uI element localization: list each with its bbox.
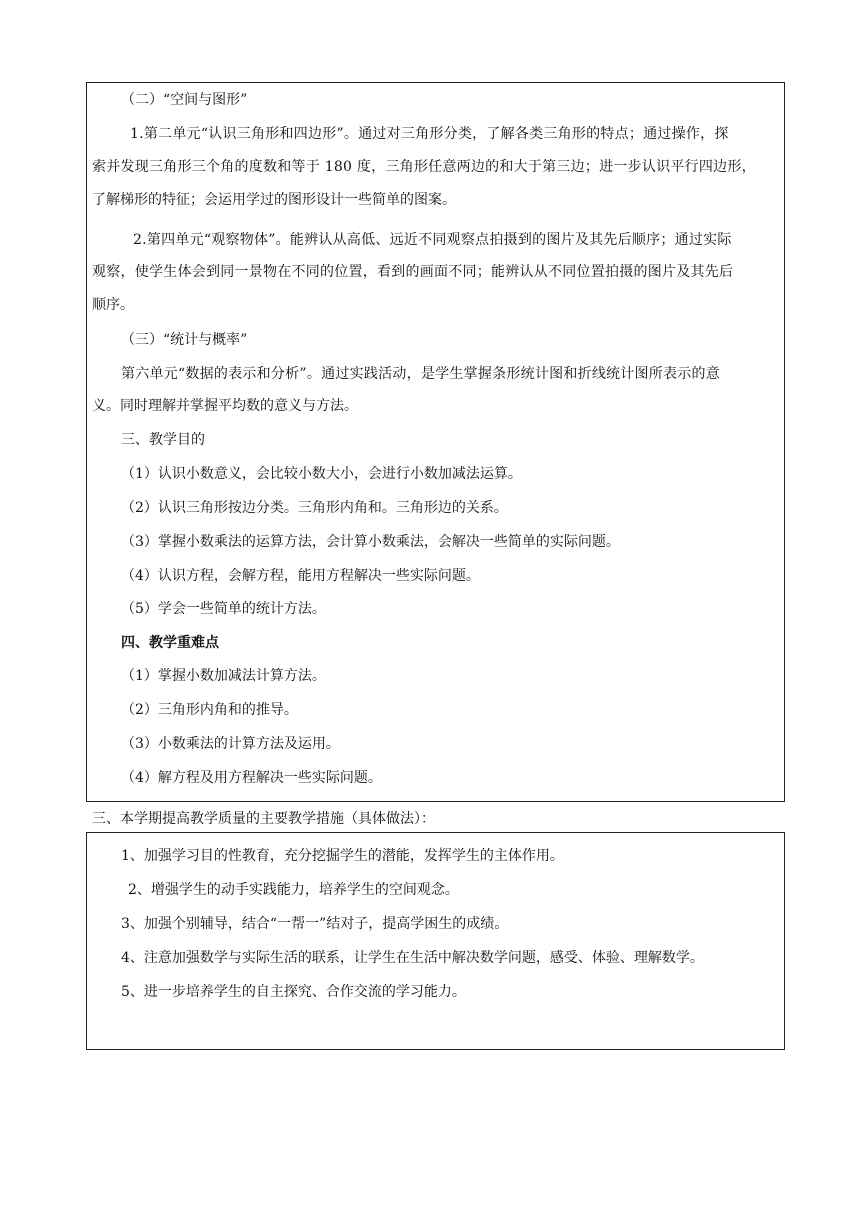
list-item: （4）认识方程，会解方程，能用方程解决一些实际问题。	[121, 568, 480, 584]
list-item: 2、增强学生的动手实践能力，培养学生的空间观念。	[128, 882, 459, 898]
paragraph-line: 了解梯形的特征；会运用学过的图形设计一些简单的图案。	[92, 192, 456, 208]
list-item: （5）学会一些简单的统计方法。	[121, 601, 326, 617]
goals-heading: 三、教学目的	[121, 432, 205, 448]
space-heading: （二）“空间与图形”	[121, 92, 248, 108]
key-points-heading: 四、教学重难点	[121, 635, 219, 651]
list-item: 3、加强个别辅导，结合“一帮一”结对子，提高学困生的成绩。	[121, 916, 509, 932]
stat-heading: （三）“统计与概率”	[121, 332, 248, 348]
paragraph-line: 义。同时理解并掌握平均数的意义与方法。	[92, 398, 358, 414]
paragraph-line: 观察，使学生体会到同一景物在不同的位置，看到的画面不同；能辨认从不同位置拍摄的图片及其先后	[92, 264, 734, 280]
list-item: （2）认识三角形按边分类。三角形内角和。三角形边的关系。	[121, 500, 508, 516]
list-item: （1）认识小数意义，会比较小数大小，会进行小数加减法运算。	[121, 466, 522, 482]
paragraph-line: 2.第四单元“观察物体”。能辨认从高低、远近不同观察点拍摄到的图片及其先后顺序；通过实际	[133, 232, 732, 248]
list-item: 4、注意加强数学与实际生活的联系，让学生在生活中解决数学问题，感受、体验、理解数学。	[121, 950, 704, 966]
list-item: （1）掌握小数加减法计算方法。	[121, 668, 326, 684]
list-item: （3）掌握小数乘法的运算方法，会计算小数乘法，会解决一些简单的实际问题。	[121, 534, 620, 550]
measures-heading: 三、本学期提高教学质量的主要教学措施（具体做法）：	[92, 811, 435, 827]
paragraph-line: 顺序。	[92, 297, 134, 313]
list-item: 1、加强学习目的性教育，充分挖掘学生的潜能，发挥学生的主体作用。	[121, 848, 564, 864]
list-item: （3）小数乘法的计算方法及运用。	[121, 736, 340, 752]
list-item: 5、进一步培养学生的自主探究、合作交流的学习能力。	[121, 984, 466, 1000]
paragraph-line: 1.第二单元“认识三角形和四边形”。通过对三角形分类，了解各类三角形的特点；通过操作，探	[130, 126, 729, 142]
paragraph-line: 第六单元“数据的表示和分析”。通过实践活动，是学生掌握条形统计图和折线统计图所表示的意	[121, 366, 721, 382]
list-item: （4）解方程及用方程解决一些实际问题。	[121, 770, 382, 786]
list-item: （2）三角形内角和的推导。	[121, 702, 298, 718]
paragraph-line: 索并发现三角形三个角的度数和等于 180 度，三角形任意两边的和大于第三边；进一步认识平行四边形，	[92, 159, 756, 175]
